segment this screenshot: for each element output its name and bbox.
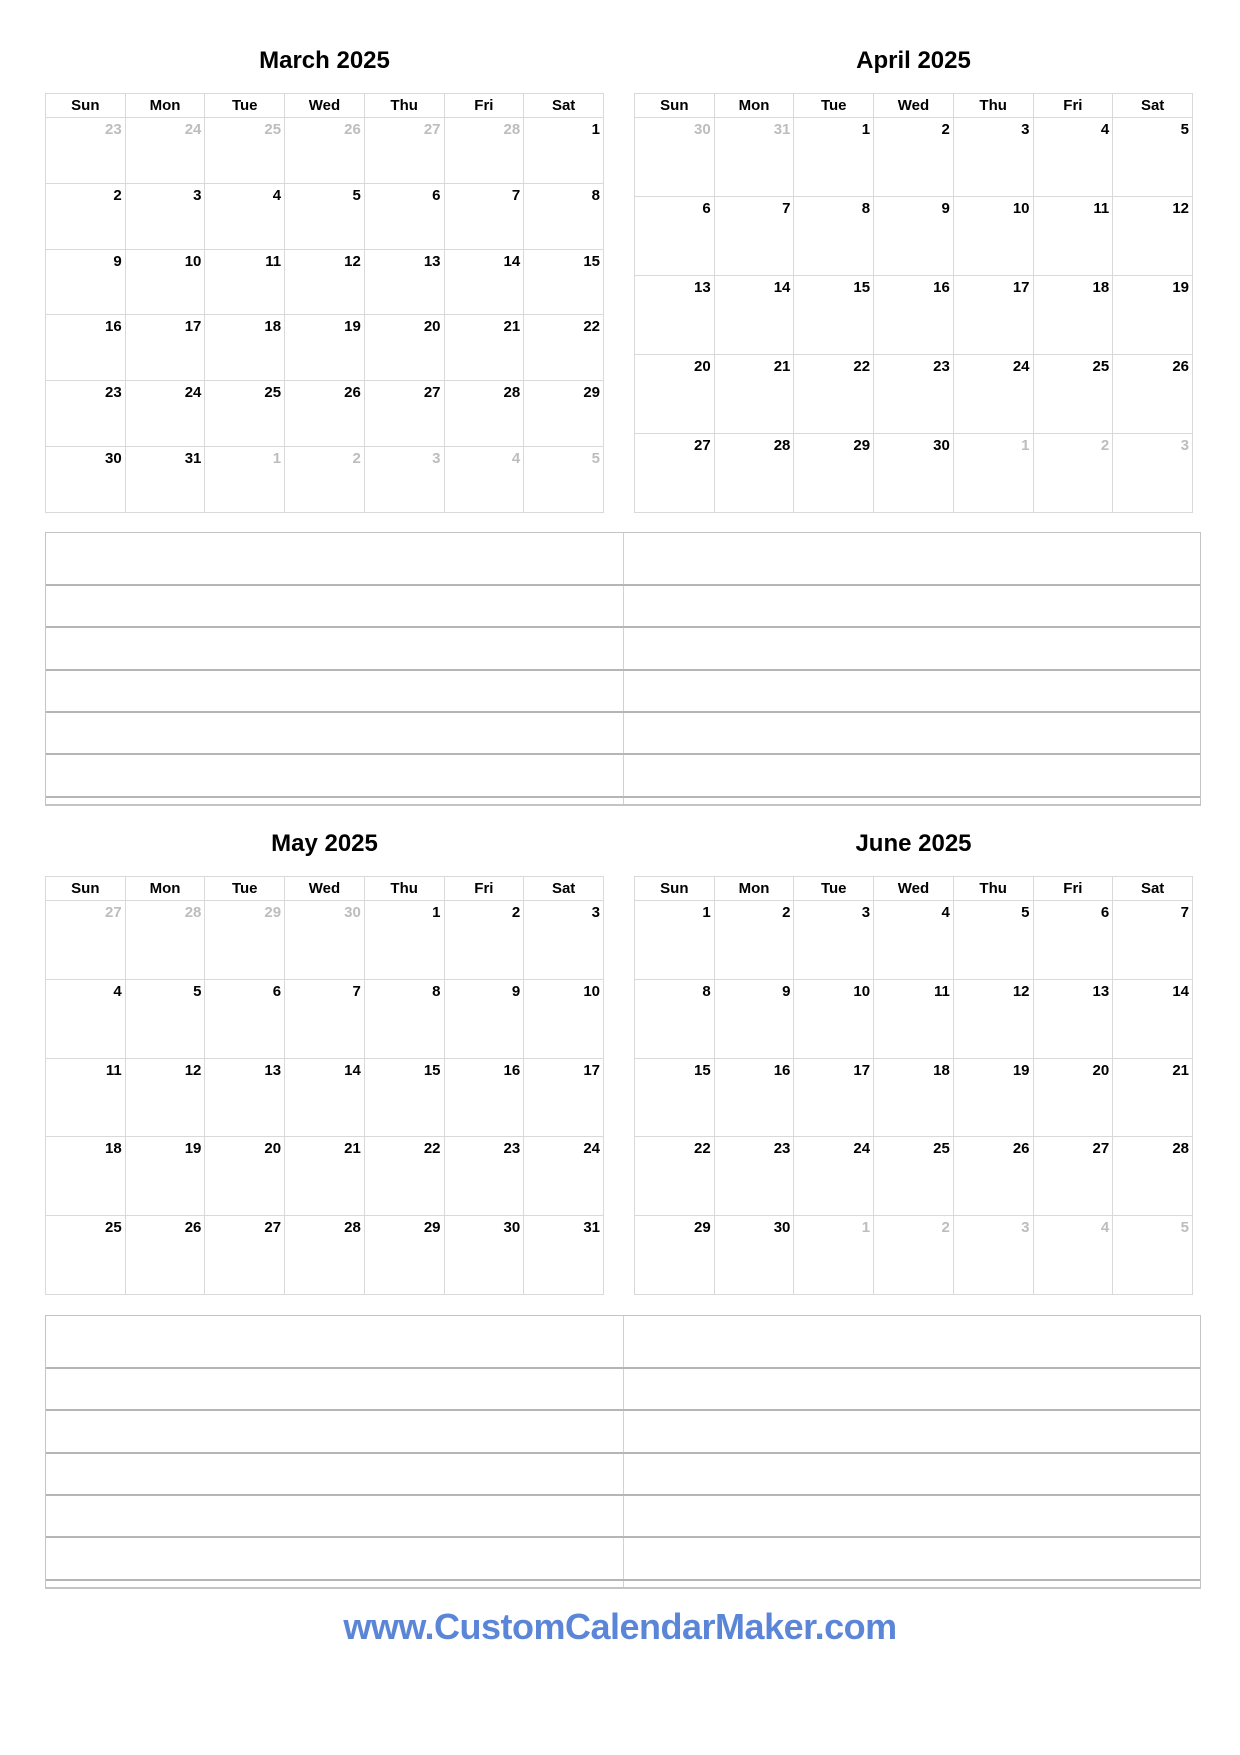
other-month-day-cell[interactable]: 1	[794, 1216, 874, 1295]
day-cell[interactable]: 2	[714, 901, 794, 980]
day-cell[interactable]: 3	[953, 118, 1033, 197]
notes-cell[interactable]	[46, 533, 624, 584]
notes-cell[interactable]	[624, 713, 1201, 753]
other-month-day-cell[interactable]: 27	[364, 118, 444, 184]
day-cell[interactable]: 4	[874, 901, 954, 980]
day-cell[interactable]: 12	[953, 979, 1033, 1058]
notes-cell[interactable]	[624, 755, 1201, 796]
weekday-header: Sat	[1113, 877, 1193, 901]
other-month-day-cell[interactable]: 4	[1033, 1216, 1113, 1295]
month-grid	[634, 876, 1193, 1295]
notes-line[interactable]	[46, 1411, 1200, 1454]
day-cell[interactable]: 25	[1033, 355, 1113, 434]
day-cell[interactable]: 10	[125, 249, 205, 315]
day-cell[interactable]: 8	[524, 183, 604, 249]
day-cell[interactable]: 9	[874, 197, 954, 276]
notes-line[interactable]	[46, 628, 1200, 671]
day-cell[interactable]: 28	[1113, 1137, 1193, 1216]
day-cell[interactable]: 21	[444, 315, 524, 381]
notes-line[interactable]	[46, 1581, 1200, 1587]
other-month-day-cell[interactable]: 1	[205, 447, 285, 513]
notes-cell[interactable]	[46, 1316, 624, 1367]
weekday-header: Sat	[524, 94, 604, 118]
day-cell[interactable]: 17	[524, 1058, 604, 1137]
day-cell[interactable]: 17	[794, 1058, 874, 1137]
day-cell[interactable]: 12	[285, 249, 365, 315]
day-cell[interactable]: 29	[524, 381, 604, 447]
other-month-day-cell[interactable]: 2	[874, 1216, 954, 1295]
day-cell[interactable]: 8	[635, 979, 715, 1058]
day-cell[interactable]: 19	[953, 1058, 1033, 1137]
day-cell[interactable]: 17	[125, 315, 205, 381]
day-cell[interactable]: 24	[524, 1137, 604, 1216]
website-logo[interactable]: www.CustomCalendarMaker.com	[343, 1606, 897, 1647]
weekday-header: Sat	[1113, 94, 1193, 118]
day-cell[interactable]: 2	[874, 118, 954, 197]
day-cell[interactable]: 7	[714, 197, 794, 276]
day-cell[interactable]: 15	[524, 249, 604, 315]
week-row	[46, 183, 604, 249]
week-row	[635, 434, 1193, 513]
day-cell[interactable]: 9	[714, 979, 794, 1058]
weekday-header: Wed	[874, 877, 954, 901]
week-row	[46, 447, 604, 513]
day-cell[interactable]: 16	[874, 276, 954, 355]
day-cell[interactable]: 23	[444, 1137, 524, 1216]
week-row	[635, 979, 1193, 1058]
other-month-day-cell[interactable]: 5	[1113, 1216, 1193, 1295]
weekday-header: Fri	[444, 94, 524, 118]
notes-line[interactable]	[46, 798, 1200, 804]
day-cell[interactable]: 8	[364, 979, 444, 1058]
weekday-header: Wed	[285, 877, 365, 901]
week-row	[635, 197, 1193, 276]
notes-cell[interactable]	[46, 713, 624, 753]
day-cell[interactable]: 1	[635, 901, 715, 980]
notes-cell[interactable]	[46, 1369, 624, 1409]
month-grid	[634, 93, 1193, 513]
other-month-day-cell[interactable]: 3	[364, 447, 444, 513]
week-row	[46, 118, 604, 184]
notes-cell[interactable]	[624, 1369, 1201, 1409]
day-cell[interactable]: 6	[1033, 901, 1113, 980]
day-cell[interactable]: 16	[444, 1058, 524, 1137]
day-cell[interactable]: 26	[125, 1216, 205, 1295]
other-month-day-cell[interactable]: 1	[953, 434, 1033, 513]
day-cell[interactable]: 1	[524, 118, 604, 184]
weekday-header: Mon	[125, 877, 205, 901]
day-cell[interactable]: 23	[874, 355, 954, 434]
weekday-header: Fri	[1033, 877, 1113, 901]
day-cell[interactable]: 24	[125, 381, 205, 447]
day-cell[interactable]: 25	[205, 381, 285, 447]
day-cell[interactable]: 12	[125, 1058, 205, 1137]
notes-line[interactable]	[46, 1316, 1200, 1369]
notes-line[interactable]	[46, 713, 1200, 755]
day-cell[interactable]: 27	[1033, 1137, 1113, 1216]
day-cell[interactable]: 29	[794, 434, 874, 513]
notes-cell[interactable]	[46, 798, 624, 804]
day-cell[interactable]: 27	[635, 434, 715, 513]
notes-cell[interactable]	[624, 1496, 1201, 1536]
day-cell[interactable]: 15	[794, 276, 874, 355]
day-cell[interactable]: 22	[524, 315, 604, 381]
other-month-day-cell[interactable]: 25	[205, 118, 285, 184]
notes-cell[interactable]	[624, 1411, 1201, 1452]
week-row	[46, 1058, 604, 1137]
day-cell[interactable]: 3	[794, 901, 874, 980]
day-cell[interactable]: 6	[635, 197, 715, 276]
other-month-day-cell[interactable]: 24	[125, 118, 205, 184]
day-cell[interactable]: 2	[444, 901, 524, 980]
other-month-day-cell[interactable]: 23	[46, 118, 126, 184]
week-row	[46, 315, 604, 381]
day-cell[interactable]: 14	[1113, 979, 1193, 1058]
day-cell[interactable]: 23	[46, 381, 126, 447]
day-cell[interactable]: 8	[794, 197, 874, 276]
weekday-header: Sun	[46, 94, 126, 118]
day-cell[interactable]: 20	[364, 315, 444, 381]
other-month-day-cell[interactable]: 31	[714, 118, 794, 197]
month-title: April 2025	[856, 47, 971, 74]
other-month-day-cell[interactable]: 30	[285, 901, 365, 980]
weekday-header: Mon	[714, 94, 794, 118]
day-cell[interactable]: 19	[125, 1137, 205, 1216]
weekday-header: Fri	[444, 877, 524, 901]
day-cell[interactable]: 7	[1113, 901, 1193, 980]
day-cell[interactable]: 16	[714, 1058, 794, 1137]
month-grid	[45, 93, 604, 513]
other-month-day-cell[interactable]: 2	[1033, 434, 1113, 513]
day-cell[interactable]: 9	[444, 979, 524, 1058]
day-cell[interactable]: 13	[364, 249, 444, 315]
week-row	[46, 1137, 604, 1216]
notes-cell[interactable]	[624, 1454, 1201, 1494]
day-cell[interactable]: 14	[285, 1058, 365, 1137]
day-cell[interactable]: 6	[205, 979, 285, 1058]
notes-cell[interactable]	[46, 671, 624, 711]
weekday-header: Tue	[205, 877, 285, 901]
day-cell[interactable]: 1	[794, 118, 874, 197]
day-cell[interactable]: 21	[714, 355, 794, 434]
day-cell[interactable]: 30	[714, 1216, 794, 1295]
day-cell[interactable]: 15	[635, 1058, 715, 1137]
week-row	[46, 1216, 604, 1295]
day-cell[interactable]: 27	[364, 381, 444, 447]
day-cell[interactable]: 7	[444, 183, 524, 249]
weekday-header: Sun	[635, 877, 715, 901]
notes-line[interactable]	[46, 1369, 1200, 1411]
day-cell[interactable]: 18	[1033, 276, 1113, 355]
weekday-header: Tue	[794, 877, 874, 901]
day-cell[interactable]: 10	[953, 197, 1033, 276]
day-cell[interactable]: 24	[794, 1137, 874, 1216]
day-cell[interactable]: 4	[46, 979, 126, 1058]
day-cell[interactable]: 5	[953, 901, 1033, 980]
weekday-header: Thu	[364, 94, 444, 118]
weekday-header: Mon	[714, 877, 794, 901]
notes-cell[interactable]	[46, 755, 624, 796]
day-cell[interactable]: 15	[364, 1058, 444, 1137]
day-cell[interactable]: 22	[364, 1137, 444, 1216]
day-cell[interactable]: 17	[953, 276, 1033, 355]
day-cell[interactable]: 28	[714, 434, 794, 513]
day-cell[interactable]: 25	[874, 1137, 954, 1216]
day-cell[interactable]: 4	[1033, 118, 1113, 197]
day-cell[interactable]: 30	[444, 1216, 524, 1295]
day-cell[interactable]: 16	[46, 315, 126, 381]
other-month-day-cell[interactable]: 2	[285, 447, 365, 513]
day-cell[interactable]: 12	[1113, 197, 1193, 276]
notes-cell[interactable]	[46, 1496, 624, 1536]
notes-cell[interactable]	[46, 586, 624, 626]
notes-area-2[interactable]	[45, 1315, 1201, 1589]
day-cell[interactable]: 24	[953, 355, 1033, 434]
day-cell[interactable]: 20	[205, 1137, 285, 1216]
week-row	[46, 901, 604, 980]
weekday-header: Thu	[364, 877, 444, 901]
day-cell[interactable]: 1	[364, 901, 444, 980]
day-cell[interactable]: 31	[125, 447, 205, 513]
day-cell[interactable]: 7	[285, 979, 365, 1058]
day-cell[interactable]: 29	[364, 1216, 444, 1295]
notes-cell[interactable]	[624, 1581, 1201, 1587]
weekday-header-row	[635, 877, 1193, 901]
day-cell[interactable]: 30	[874, 434, 954, 513]
notes-cell[interactable]	[46, 1411, 624, 1452]
notes-line[interactable]	[46, 533, 1200, 586]
day-cell[interactable]: 19	[1113, 276, 1193, 355]
day-cell[interactable]: 11	[205, 249, 285, 315]
week-row	[635, 901, 1193, 980]
day-cell[interactable]: 13	[1033, 979, 1113, 1058]
day-cell[interactable]: 22	[635, 1137, 715, 1216]
notes-line[interactable]	[46, 1538, 1200, 1581]
notes-line[interactable]	[46, 755, 1200, 798]
other-month-day-cell[interactable]: 30	[635, 118, 715, 197]
notes-cell[interactable]	[624, 628, 1201, 669]
weekday-header: Sun	[46, 877, 126, 901]
day-cell[interactable]: 28	[285, 1216, 365, 1295]
weekday-header-row	[46, 94, 604, 118]
weekday-header: Sat	[524, 877, 604, 901]
day-cell[interactable]: 27	[205, 1216, 285, 1295]
weekday-header: Tue	[794, 94, 874, 118]
other-month-day-cell[interactable]: 3	[1113, 434, 1193, 513]
notes-cell[interactable]	[46, 1538, 624, 1579]
day-cell[interactable]: 14	[444, 249, 524, 315]
day-cell[interactable]: 18	[874, 1058, 954, 1137]
weekday-header: Mon	[125, 94, 205, 118]
week-row	[635, 1058, 1193, 1137]
day-cell[interactable]: 9	[46, 249, 126, 315]
day-cell[interactable]: 11	[46, 1058, 126, 1137]
other-month-day-cell[interactable]: 29	[205, 901, 285, 980]
day-cell[interactable]: 11	[874, 979, 954, 1058]
notes-line[interactable]	[46, 1496, 1200, 1538]
weekday-header: Sun	[635, 94, 715, 118]
week-row	[46, 381, 604, 447]
notes-line[interactable]	[46, 1454, 1200, 1496]
notes-line[interactable]	[46, 671, 1200, 713]
day-cell[interactable]: 31	[524, 1216, 604, 1295]
notes-cell[interactable]	[624, 533, 1201, 584]
day-cell[interactable]: 10	[524, 979, 604, 1058]
day-cell[interactable]: 10	[794, 979, 874, 1058]
month-title: June 2025	[855, 830, 972, 857]
day-cell[interactable]: 23	[714, 1137, 794, 1216]
weekday-header: Thu	[953, 877, 1033, 901]
day-cell[interactable]: 3	[125, 183, 205, 249]
day-cell[interactable]: 21	[285, 1137, 365, 1216]
day-cell[interactable]: 5	[1113, 118, 1193, 197]
weekday-header-row	[46, 877, 604, 901]
month-grid	[45, 876, 604, 1295]
notes-cell[interactable]	[624, 1316, 1201, 1367]
day-cell[interactable]: 19	[285, 315, 365, 381]
day-cell[interactable]: 3	[524, 901, 604, 980]
day-cell[interactable]: 26	[285, 381, 365, 447]
day-cell[interactable]: 5	[125, 979, 205, 1058]
notes-cell[interactable]	[624, 671, 1201, 711]
day-cell[interactable]: 18	[205, 315, 285, 381]
weekday-header: Wed	[874, 94, 954, 118]
day-cell[interactable]: 29	[635, 1216, 715, 1295]
day-cell[interactable]: 20	[1033, 1058, 1113, 1137]
notes-cell[interactable]	[624, 798, 1201, 804]
other-month-day-cell[interactable]: 27	[46, 901, 126, 980]
week-row	[46, 249, 604, 315]
day-cell[interactable]: 26	[1113, 355, 1193, 434]
day-cell[interactable]: 13	[205, 1058, 285, 1137]
other-month-day-cell[interactable]: 3	[953, 1216, 1033, 1295]
day-cell[interactable]: 6	[364, 183, 444, 249]
weekday-header: Thu	[953, 94, 1033, 118]
day-cell[interactable]: 13	[635, 276, 715, 355]
week-row	[635, 1137, 1193, 1216]
week-row	[635, 276, 1193, 355]
notes-cell[interactable]	[624, 1538, 1201, 1579]
notes-area-1[interactable]	[45, 532, 1201, 806]
day-cell[interactable]: 21	[1113, 1058, 1193, 1137]
weekday-header-row	[635, 94, 1193, 118]
day-cell[interactable]: 30	[46, 447, 126, 513]
day-cell[interactable]: 11	[1033, 197, 1113, 276]
day-cell[interactable]: 14	[714, 276, 794, 355]
notes-cell[interactable]	[46, 1581, 624, 1587]
day-cell[interactable]: 26	[953, 1137, 1033, 1216]
week-row	[46, 979, 604, 1058]
notes-cell[interactable]	[46, 628, 624, 669]
day-cell[interactable]: 25	[46, 1216, 126, 1295]
day-cell[interactable]: 2	[46, 183, 126, 249]
month-title: March 2025	[259, 47, 390, 74]
other-month-day-cell[interactable]: 5	[524, 447, 604, 513]
notes-cell[interactable]	[624, 586, 1201, 626]
other-month-day-cell[interactable]: 26	[285, 118, 365, 184]
weekday-header: Tue	[205, 94, 285, 118]
other-month-day-cell[interactable]: 28	[444, 118, 524, 184]
notes-cell[interactable]	[46, 1454, 624, 1494]
month-title: May 2025	[271, 830, 378, 857]
day-cell[interactable]: 18	[46, 1137, 126, 1216]
day-cell[interactable]: 5	[285, 183, 365, 249]
week-row	[635, 1216, 1193, 1295]
week-row	[635, 355, 1193, 434]
weekday-header: Fri	[1033, 94, 1113, 118]
day-cell[interactable]: 28	[444, 381, 524, 447]
day-cell[interactable]: 22	[794, 355, 874, 434]
notes-line[interactable]	[46, 586, 1200, 628]
day-cell[interactable]: 20	[635, 355, 715, 434]
weekday-header: Wed	[285, 94, 365, 118]
other-month-day-cell[interactable]: 28	[125, 901, 205, 980]
other-month-day-cell[interactable]: 4	[444, 447, 524, 513]
day-cell[interactable]: 4	[205, 183, 285, 249]
week-row	[635, 118, 1193, 197]
